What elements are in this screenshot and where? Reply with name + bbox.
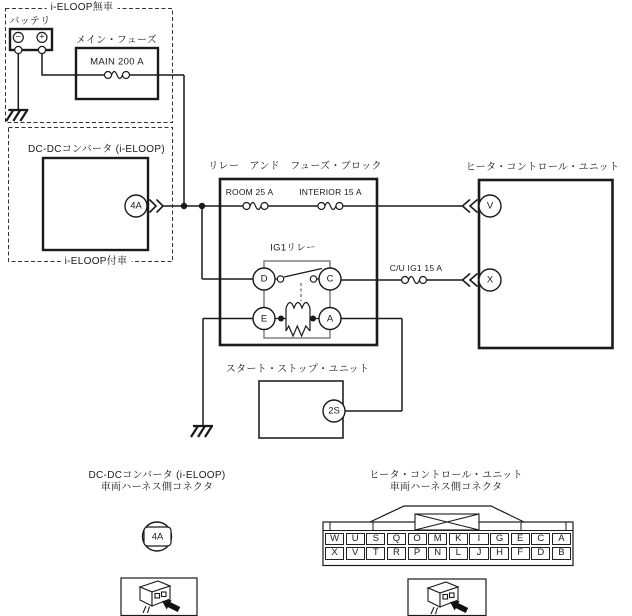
dcdc-label: DC-DCコンバータ (i-ELOOP) bbox=[28, 144, 165, 155]
main-fuse-title: メイン・フューズ bbox=[75, 35, 158, 46]
left-connector-title-line1: DC-DCコンバータ (i-ELOOP) bbox=[88, 470, 226, 481]
pin-4a-label: 4A bbox=[130, 200, 142, 212]
left-connector-id: 4A bbox=[151, 530, 164, 542]
pin-cell: L bbox=[449, 547, 468, 560]
heater-unit-label: ヒータ・コントロール・ユニット bbox=[465, 162, 620, 173]
ground-symbol-battery bbox=[6, 110, 28, 121]
battery-minus-glyph: − bbox=[15, 31, 22, 42]
pin-cell: D bbox=[531, 547, 550, 560]
pin-cell: C bbox=[531, 533, 550, 546]
pin-cell: K bbox=[449, 533, 468, 546]
heater-connector-pin-grid bbox=[325, 533, 571, 560]
pin-cell: J bbox=[469, 547, 488, 560]
start-stop-unit-label: スタート・ストップ・ユニット bbox=[225, 364, 370, 375]
in-connector-chevrons-v-icon bbox=[463, 200, 478, 213]
pin-cell: U bbox=[346, 533, 365, 546]
interior-15a-fuse-icon bbox=[318, 203, 343, 210]
battery-post-right bbox=[38, 46, 45, 53]
pin-x-label: X bbox=[486, 274, 494, 286]
no-ieloop-label: i-ELOOP無車 bbox=[47, 3, 118, 13]
junction-dot bbox=[199, 203, 205, 209]
interior-fuse-label: INTERIOR 15 A bbox=[299, 186, 362, 197]
ig1-relay-switch bbox=[275, 269, 322, 302]
room-fuse-label: ROOM 25 A bbox=[225, 186, 274, 197]
pin-cell: A bbox=[552, 533, 571, 546]
pin-cell: E bbox=[511, 533, 530, 546]
battery-label: バッテリ bbox=[9, 15, 51, 27]
right-connector-title-line2: 車両ハーネス側コネクタ bbox=[389, 481, 503, 493]
pin-2s-label: 2S bbox=[328, 405, 340, 417]
relay-block-label: リレー アンド フューズ・ブロック bbox=[208, 161, 382, 172]
pin-cell: S bbox=[366, 533, 385, 546]
out-connector-chevrons-icon bbox=[150, 200, 164, 213]
cu-ig1-fuse-label: C/U IG1 15 A bbox=[389, 262, 443, 273]
connector-3d-icon-right bbox=[428, 582, 468, 614]
pin-d-label: D bbox=[260, 273, 268, 285]
ig1-relay-coil bbox=[275, 303, 319, 337]
pin-cell: V bbox=[346, 547, 365, 560]
pin-cell: R bbox=[387, 547, 406, 560]
pin-cell: N bbox=[428, 547, 447, 560]
pin-cell: M bbox=[428, 533, 447, 546]
junction-dot bbox=[181, 203, 187, 209]
pin-cell: O bbox=[408, 533, 427, 546]
pin-a-label: A bbox=[326, 312, 334, 324]
in-connector-chevrons-x-icon bbox=[463, 274, 478, 287]
pin-cell: I bbox=[469, 533, 488, 546]
pin-cell: F bbox=[511, 547, 530, 560]
pin-v-label: V bbox=[486, 200, 494, 212]
pin-cell: X bbox=[325, 547, 344, 560]
pin-c-label: C bbox=[326, 273, 334, 285]
with-ieloop-label: i-ELOOP付車 bbox=[61, 257, 132, 267]
cu-ig1-15a-fuse-icon bbox=[402, 277, 427, 284]
connector-3d-icon-left bbox=[140, 581, 180, 613]
main-200a-fuse-icon bbox=[105, 72, 130, 79]
pin-cell: T bbox=[366, 547, 385, 560]
room-25a-fuse-icon bbox=[243, 203, 268, 210]
left-connector-title-line2: 車両ハーネス側コネクタ bbox=[100, 482, 214, 493]
pin-cell: G bbox=[490, 533, 509, 546]
pin-cell: W bbox=[325, 533, 344, 546]
pin-cell: B bbox=[552, 547, 571, 560]
pin-e-label: E bbox=[260, 312, 268, 324]
ig1-relay-label: IG1リレー bbox=[270, 241, 316, 253]
main-fuse-value: MAIN 200 A bbox=[90, 56, 144, 68]
pin-cell: Q bbox=[387, 533, 406, 546]
pin-cell: P bbox=[408, 547, 427, 560]
pin-cell: H bbox=[490, 547, 509, 560]
ground-symbol-relay bbox=[191, 426, 213, 437]
right-connector-title-line1: ヒータ・コントロール・ユニット bbox=[369, 469, 523, 481]
battery-post-left bbox=[15, 46, 22, 53]
battery-plus-glyph: + bbox=[39, 31, 45, 42]
